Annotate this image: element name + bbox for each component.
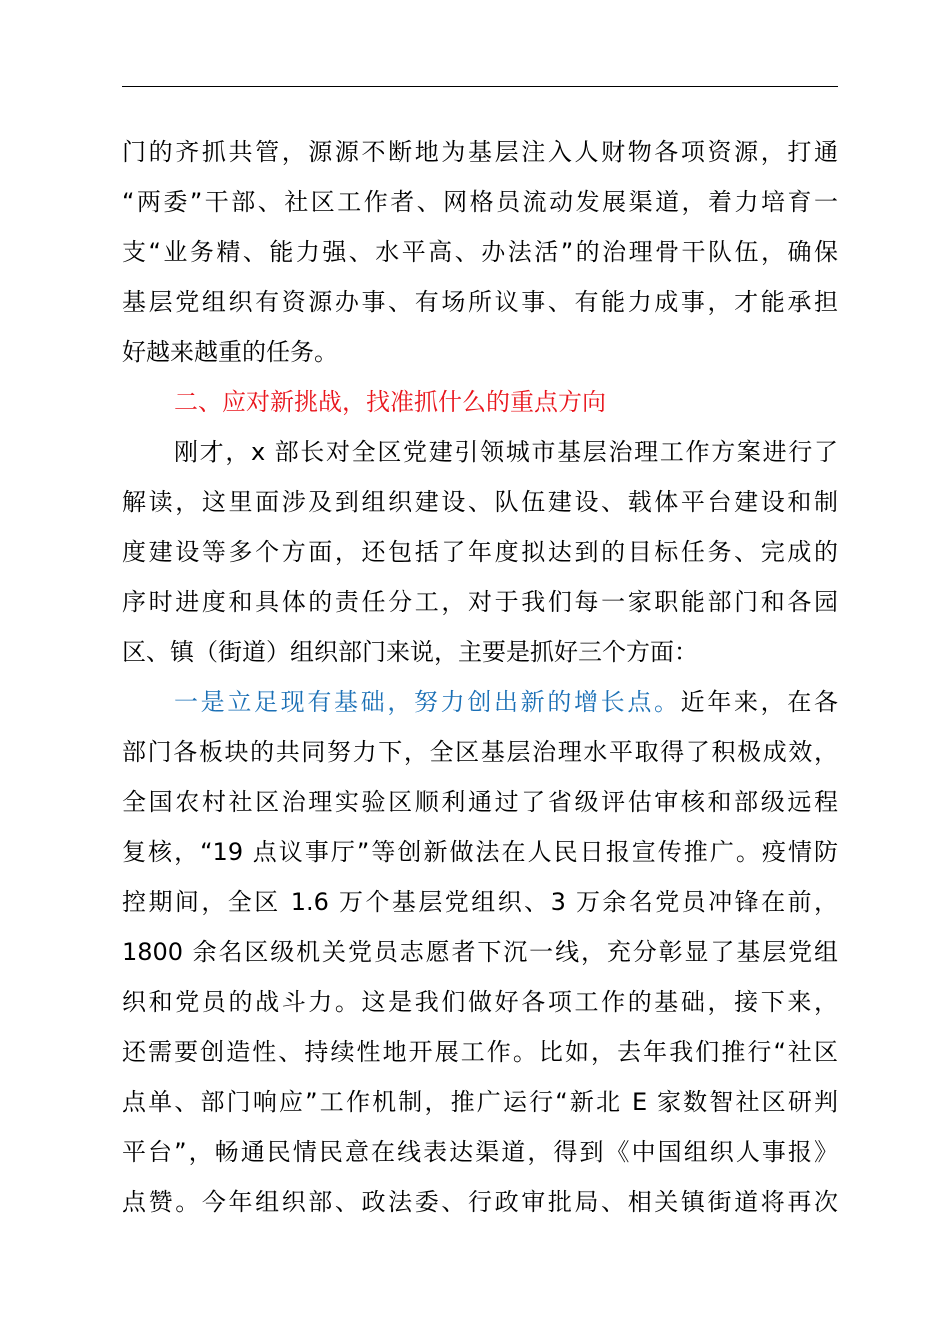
text-line: 基层党组织有资源办事、有场所议事、有能力成事，才能承担 xyxy=(122,288,838,316)
text-line: 1800 余名区级机关党员志愿者下沉一线，充分彰显了基层党组 xyxy=(122,938,838,966)
text-line: 平台”，畅通民情民意在线表达渠道，得到《中国组织人事报》 xyxy=(122,1138,838,1166)
text-line: “两委”干部、社区工作者、网格员流动发展渠道，着力培育一 xyxy=(122,188,838,216)
text-line: 解读，这里面涉及到组织建设、队伍建设、载体平台建设和制 xyxy=(122,488,838,516)
text-line: 还需要创造性、持续性地开展工作。比如，去年我们推行“社区 xyxy=(122,1038,838,1066)
text-line: 序时进度和具体的责任分工，对于我们每一家职能部门和各园 xyxy=(122,588,838,616)
section-heading: 二、应对新挑战，找准抓什么的重点方向 xyxy=(174,388,606,416)
text-line: 织和党员的战斗力。这是我们做好各项工作的基础，接下来， xyxy=(122,988,838,1016)
text-line-with-subheading xyxy=(122,677,838,727)
text-line: 点赞。今年组织部、政法委、行政审批局、相关镇街道将再次 xyxy=(122,1188,838,1216)
text-span: 近年来，在各 xyxy=(680,688,839,716)
text-line: 好越来越重的任务。 xyxy=(122,338,338,366)
text-line: 刚才，x 部长对全区党建引领城市基层治理工作方案进行了 xyxy=(174,438,838,466)
text-line: 全国农村社区治理实验区顺利通过了省级评估审核和部级远程 xyxy=(122,788,838,816)
header-rule xyxy=(122,86,838,87)
text-line: 点单、部门响应”工作机制，推广运行“新北 E 家数智社区研判 xyxy=(122,1088,838,1116)
text-line: 度建设等多个方面，还包括了年度拟达到的目标任务、完成的 xyxy=(122,538,838,566)
text-line: 复核，“19 点议事厅”等创新做法在人民日报宣传推广。疫情防 xyxy=(122,838,838,866)
subheading: 一是立足现有基础，努力创出新的增长点。 xyxy=(174,688,681,716)
text-line: 区、镇（街道）组织部门来说，主要是抓好三个方面： xyxy=(122,638,698,666)
text-line: 支“业务精、能力强、水平高、办法活”的治理骨干队伍，确保 xyxy=(122,238,838,266)
text-line: 部门各板块的共同努力下，全区基层治理水平取得了积极成效， xyxy=(122,738,838,766)
text-line: 门的齐抓共管，源源不断地为基层注入人财物各项资源，打通 xyxy=(122,138,838,166)
document-body xyxy=(122,127,838,1227)
text-line: 控期间，全区 1.6 万个基层党组织、3 万余名党员冲锋在前， xyxy=(122,888,838,916)
